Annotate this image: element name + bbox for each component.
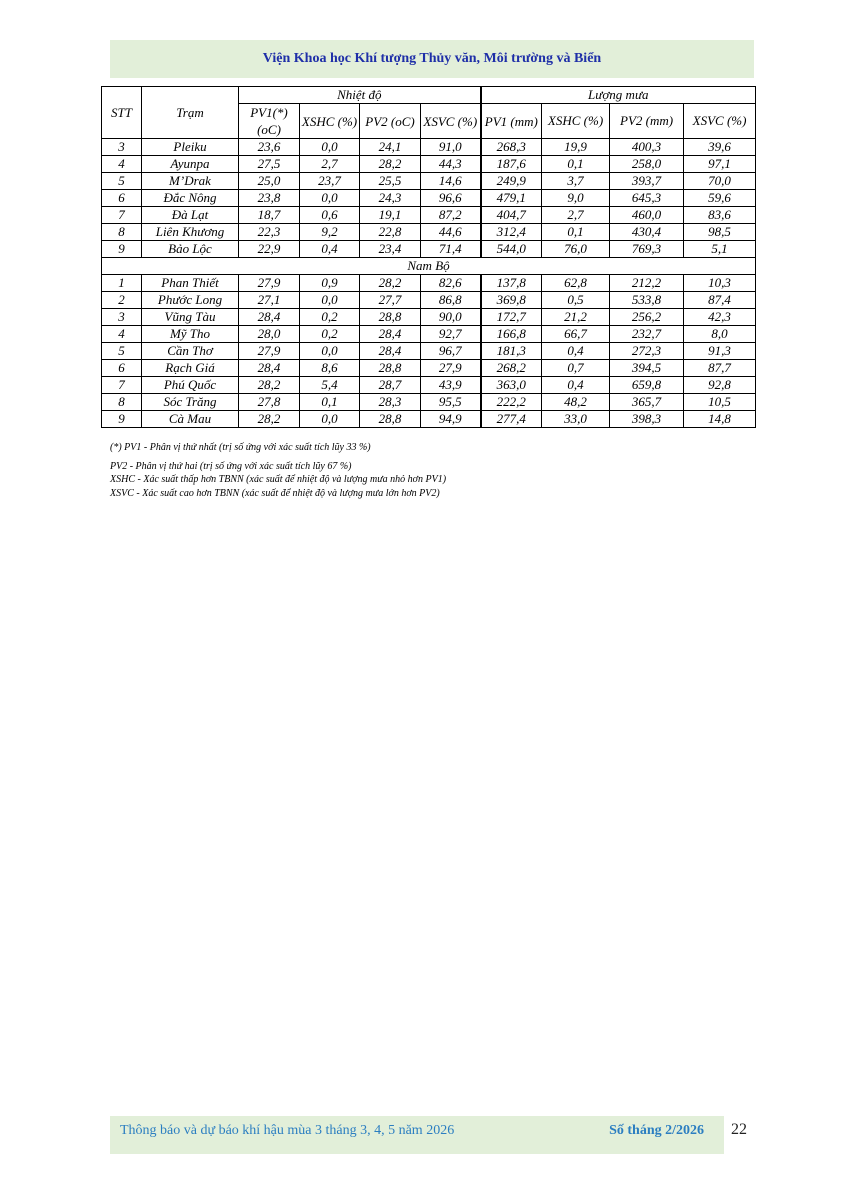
table-cell: 404,7: [481, 207, 542, 224]
table-row: [102, 207, 756, 224]
table-cell: 232,7: [610, 326, 684, 343]
cell-stt: 3: [102, 139, 142, 156]
table-cell: 0,1: [300, 394, 360, 411]
table-cell: 28,4: [360, 326, 421, 343]
cell-station: Ayunpa: [142, 156, 239, 173]
table-cell: 71,4: [421, 241, 481, 258]
table-header-row-1: [102, 87, 756, 104]
table-cell: 272,3: [610, 343, 684, 360]
table-cell: 249,9: [481, 173, 542, 190]
table-cell: 87,4: [684, 292, 756, 309]
table-cell: 398,3: [610, 411, 684, 428]
table-cell: 62,8: [542, 275, 610, 292]
cell-stt: 5: [102, 173, 142, 190]
table-cell: 18,7: [239, 207, 300, 224]
table-row: [102, 292, 756, 309]
table-cell: 659,8: [610, 377, 684, 394]
table-cell: 10,3: [684, 275, 756, 292]
temp-xshc-header: XSHC (%): [300, 104, 360, 139]
cell-station: Phước Long: [142, 292, 239, 309]
table-cell: 28,8: [360, 309, 421, 326]
table-row: [102, 173, 756, 190]
table-cell: 0,4: [542, 377, 610, 394]
table-cell: 172,7: [481, 309, 542, 326]
footer-publication-title: Thông báo và dự báo khí hậu mùa 3 tháng 3, 4, 5 năm 2026: [120, 1123, 455, 1138]
table-cell: 0,0: [300, 292, 360, 309]
cell-station: Liên Khương: [142, 224, 239, 241]
table-cell: 28,4: [239, 360, 300, 377]
cell-station: Sóc Trăng: [142, 394, 239, 411]
table-cell: 0,2: [300, 326, 360, 343]
table-cell: 94,9: [421, 411, 481, 428]
table-cell: 24,3: [360, 190, 421, 207]
table-cell: 137,8: [481, 275, 542, 292]
cell-station: Vũng Tàu: [142, 309, 239, 326]
temp-pv1-header: PV1(*) (oC): [239, 104, 300, 139]
table-cell: 87,2: [421, 207, 481, 224]
table-cell: 0,0: [300, 343, 360, 360]
table-cell: 28,2: [239, 411, 300, 428]
table-cell: 24,1: [360, 139, 421, 156]
table-cell: 645,3: [610, 190, 684, 207]
table-cell: 90,0: [421, 309, 481, 326]
table-cell: 0,1: [542, 224, 610, 241]
table-cell: 222,2: [481, 394, 542, 411]
cell-station: Pleiku: [142, 139, 239, 156]
footnote-xsvc: XSVC - Xác suất cao hơn TBNN (xác suất để nhiệt độ và lượng mưa lớn hơn PV2): [110, 487, 440, 499]
table-cell: 28,3: [360, 394, 421, 411]
cell-stt: 9: [102, 241, 142, 258]
table-cell: 0,5: [542, 292, 610, 309]
table-cell: 82,6: [421, 275, 481, 292]
table-cell: 48,2: [542, 394, 610, 411]
footnotes: [110, 441, 446, 500]
table-cell: 181,3: [481, 343, 542, 360]
table-cell: 277,4: [481, 411, 542, 428]
table-cell: 2,7: [542, 207, 610, 224]
table-cell: 769,3: [610, 241, 684, 258]
table-cell: 258,0: [610, 156, 684, 173]
table-cell: 39,6: [684, 139, 756, 156]
table-cell: 27,9: [421, 360, 481, 377]
footnote-pv1: (*) PV1 - Phân vị thứ nhất (trị số ứng với xác suất tích lũy 33 %): [110, 442, 371, 453]
cell-station: Đà Lạt: [142, 207, 239, 224]
rain-pv2-header: PV2 (mm): [610, 104, 684, 139]
col-stt-header: STT: [102, 87, 142, 139]
table-cell: 28,2: [360, 156, 421, 173]
table-cell: 27,9: [239, 275, 300, 292]
footnote-xshc: XSHC - Xác suất thấp hơn TBNN (xác suất để nhiệt độ và lượng mưa nhỏ hơn PV1): [110, 474, 447, 485]
table-cell: 0,4: [542, 343, 610, 360]
header-title: Viện Khoa học Khí tượng Thủy văn, Môi trường và Biển: [262, 51, 602, 66]
table-cell: 27,8: [239, 394, 300, 411]
table-cell: 95,5: [421, 394, 481, 411]
group-rainfall-header: Lượng mưa: [481, 87, 756, 104]
table-row: [102, 326, 756, 343]
table-cell: 59,6: [684, 190, 756, 207]
table-cell: 91,0: [421, 139, 481, 156]
table-cell: 14,6: [421, 173, 481, 190]
cell-station: Phú Quốc: [142, 377, 239, 394]
table-cell: 25,5: [360, 173, 421, 190]
table-cell: 430,4: [610, 224, 684, 241]
cell-station: Rạch Giá: [142, 360, 239, 377]
table-cell: 23,7: [300, 173, 360, 190]
table-cell: 28,4: [239, 309, 300, 326]
table-cell: 533,8: [610, 292, 684, 309]
footnote-pv2: PV2 - Phân vị thứ hai (trị số ứng với xác suất tích lũy 67 %): [110, 460, 352, 472]
table-cell: 268,3: [481, 139, 542, 156]
table-cell: 44,6: [421, 224, 481, 241]
table-cell: 393,7: [610, 173, 684, 190]
table-cell: 28,4: [360, 343, 421, 360]
cell-stt: 8: [102, 224, 142, 241]
table-cell: 23,8: [239, 190, 300, 207]
table-cell: 27,5: [239, 156, 300, 173]
table-cell: 9,2: [300, 224, 360, 241]
table-cell: 28,2: [360, 275, 421, 292]
table-cell: 22,8: [360, 224, 421, 241]
cell-stt: 9: [102, 411, 142, 428]
cell-station: Cà Mau: [142, 411, 239, 428]
table-cell: 27,7: [360, 292, 421, 309]
col-station-header: Trạm: [142, 87, 239, 139]
table-cell: 86,8: [421, 292, 481, 309]
table-cell: 14,8: [684, 411, 756, 428]
table-cell: 5,1: [684, 241, 756, 258]
cell-stt: 4: [102, 156, 142, 173]
table-cell: 3,7: [542, 173, 610, 190]
section-south-title: Nam Bộ: [102, 258, 756, 275]
table-cell: 28,8: [360, 411, 421, 428]
table-cell: 0,7: [542, 360, 610, 377]
table-cell: 76,0: [542, 241, 610, 258]
table-cell: 19,9: [542, 139, 610, 156]
cell-stt: 7: [102, 377, 142, 394]
table-cell: 23,4: [360, 241, 421, 258]
cell-station: Phan Thiết: [142, 275, 239, 292]
table-cell: 5,4: [300, 377, 360, 394]
rain-xsvc-header: XSVC (%): [684, 104, 756, 139]
table-cell: 91,3: [684, 343, 756, 360]
table-row: [102, 394, 756, 411]
table-cell: 28,7: [360, 377, 421, 394]
table-cell: 365,7: [610, 394, 684, 411]
table-cell: 87,7: [684, 360, 756, 377]
cell-stt: 8: [102, 394, 142, 411]
table-cell: 0,2: [300, 309, 360, 326]
rain-xshc-header: XSHC (%): [542, 104, 610, 139]
table-cell: 33,0: [542, 411, 610, 428]
table-cell: 479,1: [481, 190, 542, 207]
table-cell: 166,8: [481, 326, 542, 343]
table-cell: 98,5: [684, 224, 756, 241]
cell-stt: 3: [102, 309, 142, 326]
table-cell: 187,6: [481, 156, 542, 173]
temp-pv2-header: PV2 (oC): [360, 104, 421, 139]
table-cell: 43,9: [421, 377, 481, 394]
cell-stt: 1: [102, 275, 142, 292]
cell-stt: 6: [102, 190, 142, 207]
table-cell: 28,2: [239, 377, 300, 394]
table-cell: 25,0: [239, 173, 300, 190]
table-row: [102, 309, 756, 326]
climate-forecast-table: [101, 86, 756, 428]
table-cell: 97,1: [684, 156, 756, 173]
temp-xsvc-header: XSVC (%): [421, 104, 481, 139]
table-cell: 8,6: [300, 360, 360, 377]
group-temperature-header: Nhiệt độ: [239, 87, 481, 104]
table-cell: 92,7: [421, 326, 481, 343]
page-number: 22: [731, 1121, 747, 1138]
table-cell: 21,2: [542, 309, 610, 326]
table-cell: 369,8: [481, 292, 542, 309]
section-south-body: [102, 275, 756, 428]
table-cell: 23,6: [239, 139, 300, 156]
cell-station: Bảo Lộc: [142, 241, 239, 258]
table-cell: 10,5: [684, 394, 756, 411]
cell-station: Cần Thơ: [142, 343, 239, 360]
table-cell: 394,5: [610, 360, 684, 377]
cell-stt: 2: [102, 292, 142, 309]
table-cell: 44,3: [421, 156, 481, 173]
table-cell: 400,3: [610, 139, 684, 156]
table-cell: 70,0: [684, 173, 756, 190]
table-cell: 28,0: [239, 326, 300, 343]
table-cell: 66,7: [542, 326, 610, 343]
table-cell: 544,0: [481, 241, 542, 258]
table-row: [102, 411, 756, 428]
cell-station: Mỹ Tho: [142, 326, 239, 343]
table-cell: 0,4: [300, 241, 360, 258]
table-cell: 96,7: [421, 343, 481, 360]
table-cell: 9,0: [542, 190, 610, 207]
table-cell: 0,9: [300, 275, 360, 292]
table-cell: 363,0: [481, 377, 542, 394]
table-row: [102, 241, 756, 258]
table-cell: 256,2: [610, 309, 684, 326]
table-row: [102, 343, 756, 360]
section-top-body: [102, 139, 756, 258]
section-title-row: [102, 258, 756, 275]
cell-stt: 4: [102, 326, 142, 343]
table-cell: 22,9: [239, 241, 300, 258]
table-cell: 268,2: [481, 360, 542, 377]
cell-stt: 5: [102, 343, 142, 360]
cell-station: Đắc Nông: [142, 190, 239, 207]
table-cell: 22,3: [239, 224, 300, 241]
table-row: [102, 377, 756, 394]
table-cell: 27,1: [239, 292, 300, 309]
footer-issue-number: Số tháng 2/2026: [609, 1123, 704, 1138]
table-cell: 0,1: [542, 156, 610, 173]
rain-pv1-header: PV1 (mm): [481, 104, 542, 139]
table-cell: 96,6: [421, 190, 481, 207]
table-cell: 460,0: [610, 207, 684, 224]
table-cell: 0,0: [300, 139, 360, 156]
table-row: [102, 275, 756, 292]
header-band: [110, 40, 754, 78]
table-row: [102, 224, 756, 241]
table-cell: 27,9: [239, 343, 300, 360]
table-cell: 212,2: [610, 275, 684, 292]
table-row: [102, 360, 756, 377]
table-cell: 8,0: [684, 326, 756, 343]
table-cell: 92,8: [684, 377, 756, 394]
cell-stt: 6: [102, 360, 142, 377]
table-cell: 312,4: [481, 224, 542, 241]
table-cell: 2,7: [300, 156, 360, 173]
cell-station: M’Drak: [142, 173, 239, 190]
table-cell: 19,1: [360, 207, 421, 224]
cell-stt: 7: [102, 207, 142, 224]
table-cell: 42,3: [684, 309, 756, 326]
table-cell: 0,0: [300, 190, 360, 207]
footer-band: [110, 1116, 724, 1154]
table-cell: 28,8: [360, 360, 421, 377]
table-cell: 0,6: [300, 207, 360, 224]
table-cell: 83,6: [684, 207, 756, 224]
table-row: [102, 156, 756, 173]
table-cell: 0,0: [300, 411, 360, 428]
section-south-title-body: [102, 258, 756, 275]
table-row: [102, 190, 756, 207]
table-row: [102, 139, 756, 156]
